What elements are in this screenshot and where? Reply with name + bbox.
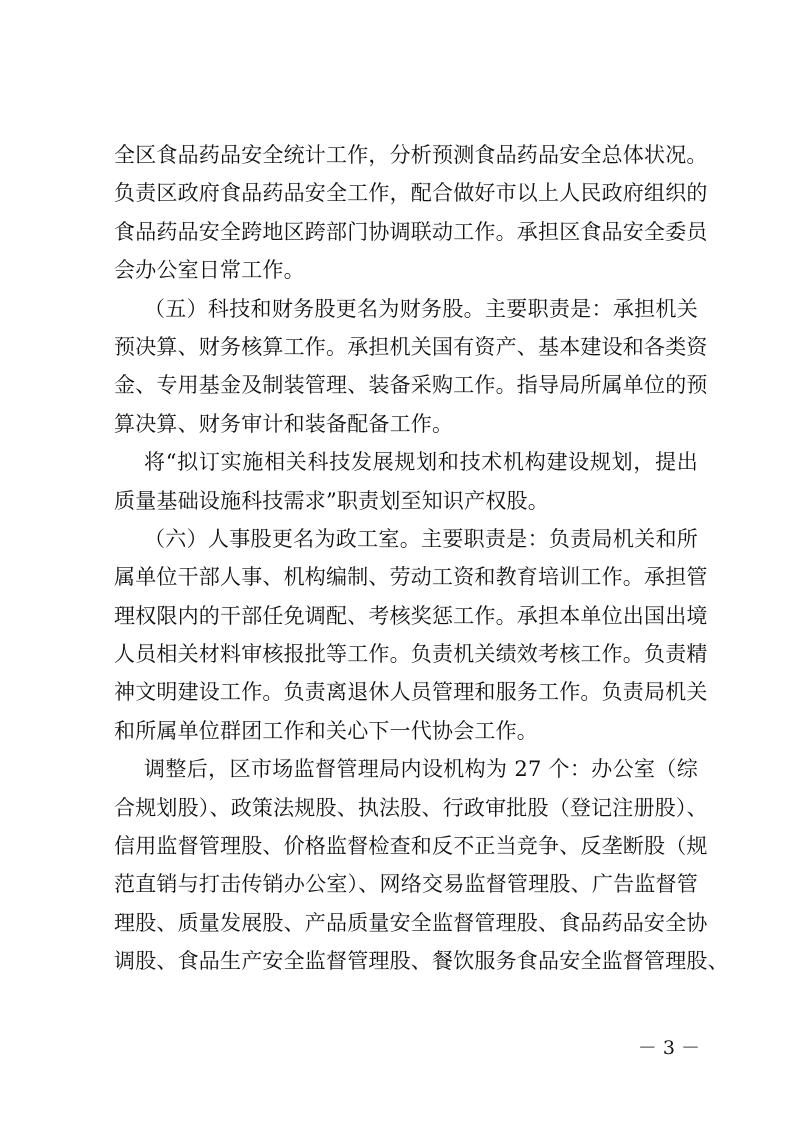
text-line: 信用监督管理股、价格监督检查和反不正当竞争、反垄断股（规 [114,834,708,859]
text-line: 理权限内的干部任免调配、考核奖惩工作。承担本单位出国出境 [114,603,708,628]
text-line: 将“拟订实施相关科技发展规划和技术机构建设规划，提出 [144,450,698,475]
page-number: － 3 － [637,1037,700,1059]
text-line: 神文明建设工作。负责离退休人员管理和服务工作。负责局机关 [114,680,708,705]
text-line: 调股、食品生产安全监督管理股、餐饮服务食品安全监督管理股、 [114,949,729,974]
text-line: 和所属单位群团工作和关心下一代协会工作。 [114,718,538,743]
text-line: 质量基础设施科技需求”职责划至知识产权股。 [114,488,549,513]
text-line: 全区食品药品安全统计工作，分析预测食品药品安全总体状况。 [114,143,708,167]
text-line: （五）科技和财务股更名为财务股。主要职责是：承担机关 [144,296,698,321]
body-text [114,136,729,981]
text-line: 属单位干部人事、机构编制、劳动工资和教育培训工作。承担管 [114,565,708,590]
text-line: 理股、质量发展股、产品质量安全监督管理股、食品药品安全协 [114,910,708,935]
text-line: 人员相关材料审核报批等工作。负责机关绩效考核工作。负责精 [114,642,708,667]
text-line: 负责区政府食品药品安全工作，配合做好市以上人民政府组织的 [114,181,708,206]
text-line: 会办公室日常工作。 [114,258,305,283]
text-line: 算决算、财务审计和装备配备工作。 [114,411,454,436]
text-line: 预决算、财务核算工作。承担机关国有资产、基本建设和各类资 [114,334,708,359]
text-line: 调整后，区市场监督管理局内设机构为 27 个：办公室（综 [144,757,698,782]
text-line: 金、专用基金及制装管理、装备采购工作。指导局所属单位的预 [114,373,708,398]
text-line: （六）人事股更名为政工室。主要职责是：负责局机关和所 [144,526,698,551]
text-line: 范直销与打击传销办公室）、网络交易监督管理股、广告监督管 [114,872,698,897]
text-line: 食品药品安全跨地区跨部门协调联动工作。承担区食品安全委员 [114,219,708,244]
text-line: 合规划股）、政策法规股、执法股、行政审批股（登记注册股）、 [114,795,708,820]
